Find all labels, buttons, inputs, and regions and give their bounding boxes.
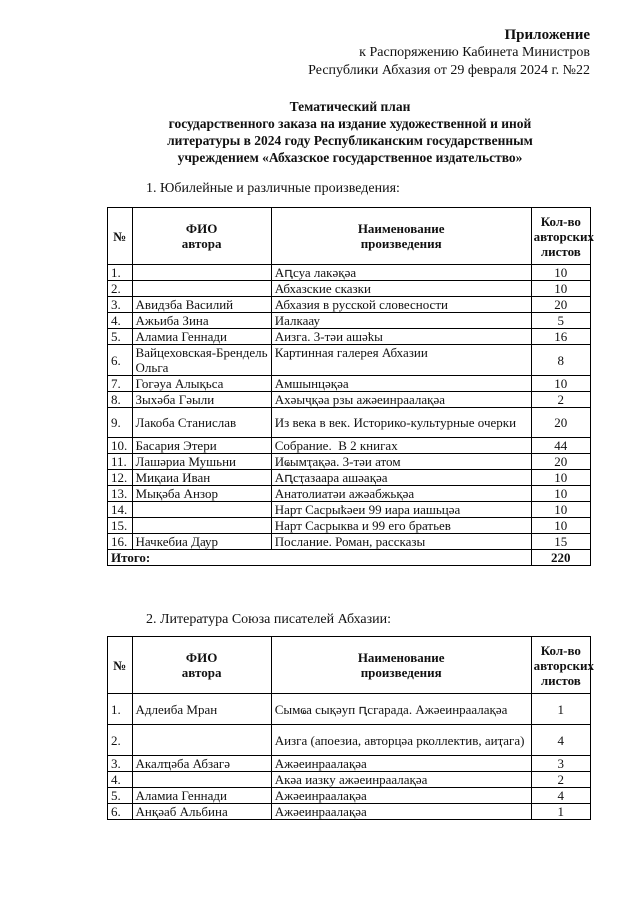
column-header-volume-line-1: Кол-во [540, 642, 581, 658]
total-row [108, 550, 591, 566]
row-num: 11. [108, 454, 133, 470]
row-num: 5. [108, 329, 133, 345]
table-row [108, 772, 591, 788]
row-work: Акәа иазку ажәеинраалақәа [271, 772, 531, 788]
table-row [108, 486, 591, 502]
plan-title-line-3: литературы в 2024 году Республиканским государственным [167, 133, 533, 148]
row-author: Гогәуа Алықьса [132, 376, 271, 392]
row-work: Послание. Роман, рассказы [271, 534, 531, 550]
table-row [108, 281, 591, 297]
row-volume: 10 [531, 376, 590, 392]
row-volume: 3 [531, 756, 590, 772]
plan-title-line-4: учреждением «Абхазское государственное издательство» [177, 150, 523, 165]
column-header-volume [531, 637, 595, 694]
table-header-row [108, 637, 591, 694]
row-volume: 2 [531, 392, 590, 408]
row-volume: 20 [531, 454, 590, 470]
row-work: Иҩымҭақәа. 3-тәи атом [271, 454, 531, 470]
row-author: Миқаиа Иван [132, 470, 271, 486]
row-author: Зыхәба Гәыли [132, 392, 271, 408]
plan-title [100, 98, 600, 166]
row-num: 16. [108, 534, 133, 550]
row-work: Ахәыҷқәа рзы ажәеинраалақәа [271, 392, 531, 408]
table-row [108, 694, 591, 725]
row-volume: 16 [531, 329, 590, 345]
row-num: 6. [108, 804, 133, 820]
table-row [108, 376, 591, 392]
row-volume: 4 [531, 788, 590, 804]
total-label: Итого: [108, 550, 532, 566]
appendix-header [308, 26, 590, 80]
row-work: Из века в век. Историко-культурные очерки [271, 408, 531, 438]
column-header-author-line-1: ФИО [185, 221, 218, 236]
row-work: Ажәеинраалақәа [271, 804, 531, 820]
section-2-heading: 2. Литература Союза писателей Абхазии: [146, 612, 392, 627]
column-header-num: № [108, 637, 133, 694]
row-author: Вайцеховская-Брендель Ольга [132, 345, 271, 376]
row-volume: 10 [531, 502, 590, 518]
row-work: Абхазия в русской словесности [271, 297, 531, 313]
plan-title-line-1: Тематический план [289, 99, 411, 114]
appendix-title: Приложение [504, 27, 590, 43]
row-work: Аизга. 3-тәи ашәҟы [271, 329, 531, 345]
row-volume: 10 [531, 470, 590, 486]
row-num: 15. [108, 518, 133, 534]
row-work: Иалкаау [271, 313, 531, 329]
row-num: 3. [108, 297, 133, 313]
row-volume: 10 [531, 518, 590, 534]
row-author [132, 502, 271, 518]
appendix-line-2: Республики Абхазия от 29 февраля 2024 г. №22 [308, 63, 590, 78]
row-num: 13. [108, 486, 133, 502]
row-author: Авидзба Василий [132, 297, 271, 313]
appendix-line-1: к Распоряжению Кабинета Министров [359, 45, 590, 60]
table-row [108, 804, 591, 820]
row-num: 9. [108, 408, 133, 438]
row-author: Акалҵәба Абзагә [132, 756, 271, 772]
table-row [108, 502, 591, 518]
column-header-work-line-2: произведения [360, 236, 442, 251]
row-author: Адлеиба Мран [132, 694, 271, 725]
row-work: Нарт Сасрыква и 99 его братьев [271, 518, 531, 534]
table-row [108, 345, 591, 376]
row-volume: 15 [531, 534, 590, 550]
table-row [108, 265, 591, 281]
row-volume: 4 [531, 725, 590, 756]
row-num: 7. [108, 376, 133, 392]
row-work: Аԥсуа лакәқәа [271, 265, 531, 281]
row-num: 2. [108, 725, 133, 756]
column-header-author [132, 208, 271, 265]
column-header-volume-line-3: листов [540, 243, 581, 259]
column-header-work-line-2: произведения [360, 665, 442, 680]
row-author: Аламиа Геннади [132, 788, 271, 804]
row-work: Картинная галерея Абхазии [271, 345, 531, 376]
row-author: Лакоба Станислав [132, 408, 271, 438]
column-header-author-line-2: автора [181, 665, 222, 680]
table-row [108, 438, 591, 454]
table-row [108, 329, 591, 345]
row-volume: 2 [531, 772, 590, 788]
row-volume: 5 [531, 313, 590, 329]
table-row [108, 756, 591, 772]
row-num: 10. [108, 438, 133, 454]
row-volume: 1 [531, 804, 590, 820]
section-2-table [107, 636, 595, 820]
table-row [108, 392, 591, 408]
row-author: Мықәба Анзор [132, 486, 271, 502]
column-header-author [132, 637, 271, 694]
column-header-work-line-1: Наименование [357, 221, 445, 236]
table-row [108, 454, 591, 470]
table-row [108, 408, 591, 438]
table-row [108, 313, 591, 329]
row-author [132, 281, 271, 297]
row-author [132, 518, 271, 534]
row-work: Нарт Сасрыҟәеи 99 иара иашьцәа [271, 502, 531, 518]
row-work: Ажәеинраалақәа [271, 756, 531, 772]
row-volume: 1 [531, 694, 590, 725]
row-volume: 20 [531, 297, 590, 313]
row-num: 5. [108, 788, 133, 804]
row-num: 1. [108, 694, 133, 725]
table-row [108, 518, 591, 534]
row-num: 4. [108, 313, 133, 329]
row-num: 12. [108, 470, 133, 486]
column-header-volume-line-3: листов [540, 672, 581, 688]
row-author: Анқәаб Альбина [132, 804, 271, 820]
table-row [108, 725, 591, 756]
row-work: Амшынцәқәа [271, 376, 531, 392]
row-work: Абхазские сказки [271, 281, 531, 297]
row-num: 14. [108, 502, 133, 518]
column-header-author-line-1: ФИО [185, 650, 218, 665]
total-value: 220 [531, 550, 590, 566]
row-volume: 10 [531, 265, 590, 281]
row-volume: 10 [531, 281, 590, 297]
column-header-volume-line-1: Кол-во [540, 213, 581, 229]
column-header-volume-line-2: авторских [533, 657, 595, 673]
section-1-table-body [108, 265, 591, 566]
row-author: Басария Этери [132, 438, 271, 454]
row-author [132, 725, 271, 756]
row-author: Ажьиба Зина [132, 313, 271, 329]
row-author [132, 772, 271, 788]
plan-title-line-2: государственного заказа на издание художественной и иной [168, 116, 532, 131]
row-num: 3. [108, 756, 133, 772]
row-author: Аламиа Геннади [132, 329, 271, 345]
row-volume: 20 [531, 408, 590, 438]
row-author [132, 265, 271, 281]
row-num: 6. [108, 345, 133, 376]
table-row [108, 470, 591, 486]
column-header-work [271, 208, 531, 265]
row-num: 8. [108, 392, 133, 408]
section-1-table [107, 207, 595, 566]
section-1-heading: 1. Юбилейные и различные произведения: [146, 181, 400, 196]
column-header-num: № [108, 208, 133, 265]
row-work: Аԥсҭазаара ашәақәа [271, 470, 531, 486]
row-work: Собрание. В 2 книгах [271, 438, 531, 454]
table-row [108, 534, 591, 550]
row-work: Анатолиатәи ажәабжьқәа [271, 486, 531, 502]
section-2-table-body [108, 694, 591, 820]
table-header-row [108, 208, 591, 265]
row-author: Начкебиа Даур [132, 534, 271, 550]
row-volume: 8 [531, 345, 590, 376]
row-work: Сымҩа сықәуп ԥсгарада. Ажәеинраалақәа [271, 694, 531, 725]
row-volume: 44 [531, 438, 590, 454]
row-num: 1. [108, 265, 133, 281]
column-header-author-line-2: автора [181, 236, 222, 251]
row-num: 4. [108, 772, 133, 788]
row-work: Аизга (апоезиа, авторцәа рколлектив, аиҭага) [271, 725, 531, 756]
table-row [108, 788, 591, 804]
column-header-volume-line-2: авторских [533, 228, 595, 244]
row-author: Лашәриа Мушьни [132, 454, 271, 470]
row-volume: 10 [531, 486, 590, 502]
column-header-work-line-1: Наименование [357, 650, 445, 665]
row-work: Ажәеинраалақәа [271, 788, 531, 804]
table-row [108, 297, 591, 313]
row-num: 2. [108, 281, 133, 297]
column-header-work [271, 637, 531, 694]
column-header-volume [531, 208, 595, 265]
